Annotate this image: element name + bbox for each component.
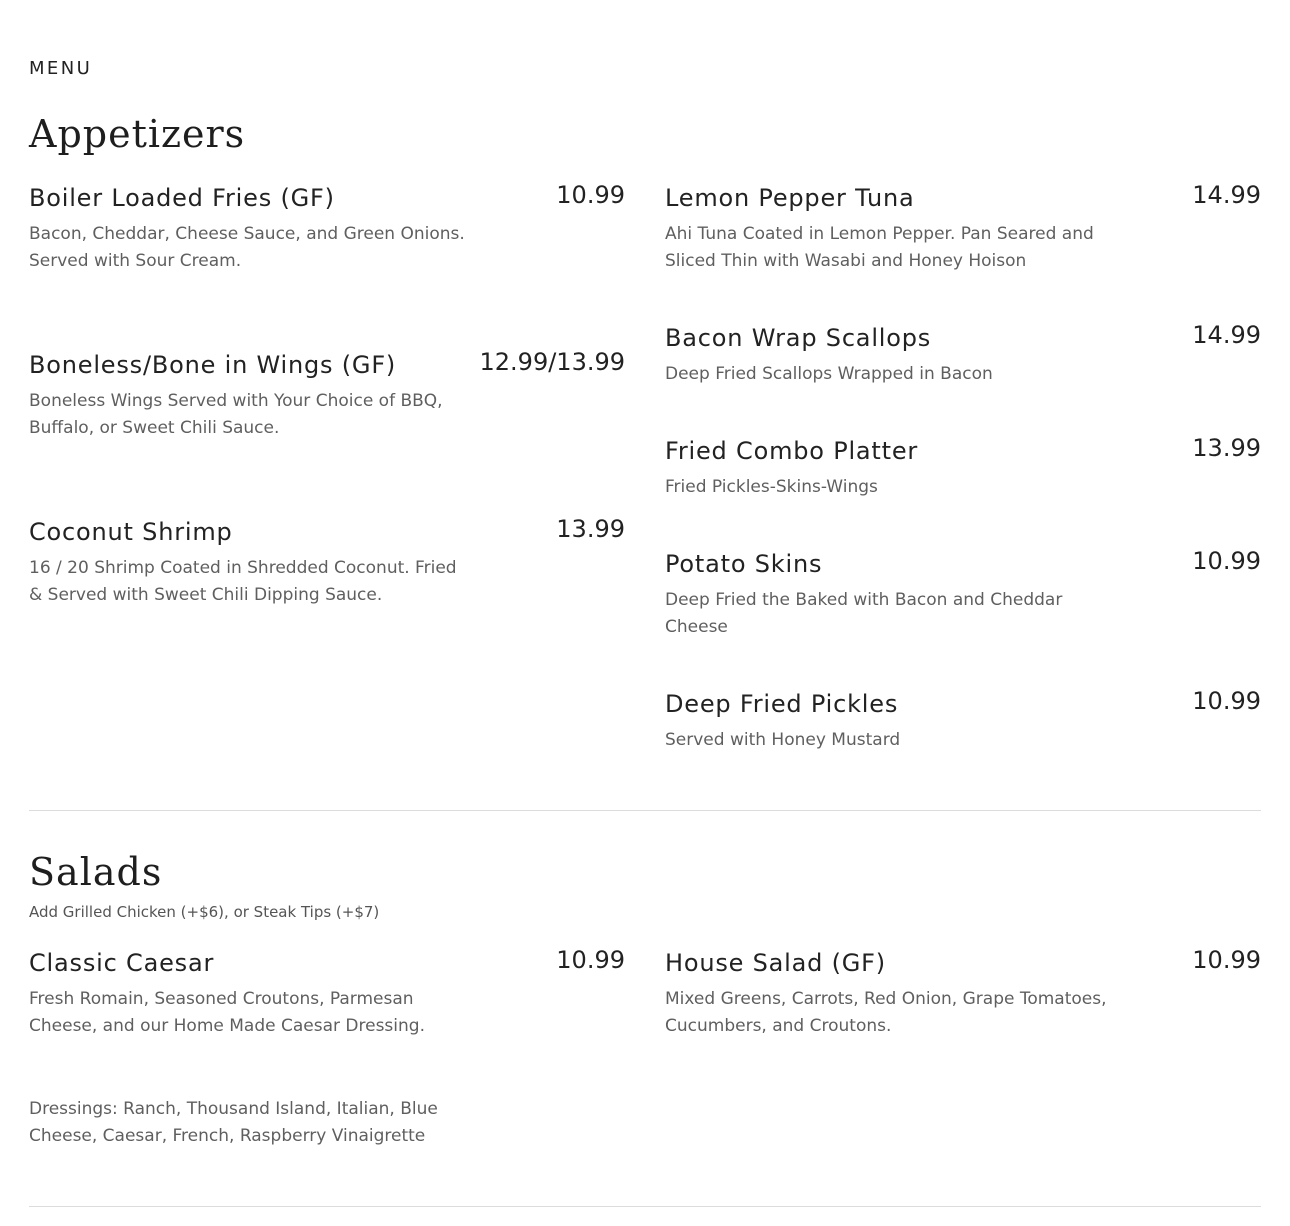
item-description: Fresh Romain, Seasoned Croutons, Parmesan Cheese, and our Home Made Caesar Dressing. <box>29 989 425 1036</box>
item-price: 10.99 <box>1192 687 1261 715</box>
appetizers-heading: Appetizers <box>29 112 246 156</box>
item-name: Potato Skins <box>665 550 823 578</box>
item-price: 10.99 <box>556 946 625 974</box>
item-price: 10.99 <box>1192 946 1261 974</box>
section-divider <box>29 810 1261 811</box>
salads-note: Add Grilled Chicken (+$6), or Steak Tips (+$7) <box>29 903 380 921</box>
item-name: Bacon Wrap Scallops <box>665 324 932 352</box>
item-price: 14.99 <box>1192 181 1261 209</box>
menu-label: MENU <box>29 58 93 79</box>
item-description: Deep Fried Scallops Wrapped in Bacon <box>665 364 993 384</box>
dressings-note: Dressings: Ranch, Thousand Island, Italian, Blue Cheese, Caesar, French, Raspberry Vinaigrette <box>29 1099 438 1146</box>
section-divider <box>29 1206 1261 1207</box>
item-price: 12.99/13.99 <box>479 348 625 376</box>
item-description: Ahi Tuna Coated in Lemon Pepper. Pan Seared and Sliced Thin with Wasabi and Honey Hoison <box>665 224 1094 271</box>
item-description: Deep Fried the Baked with Bacon and Cheddar Cheese <box>665 590 1063 637</box>
item-description: Boneless Wings Served with Your Choice of BBQ, Buffalo, or Sweet Chili Sauce. <box>29 391 443 438</box>
item-price: 10.99 <box>556 181 625 209</box>
item-price: 14.99 <box>1192 321 1261 349</box>
item-description: Mixed Greens, Carrots, Red Onion, Grape Tomatoes, Cucumbers, and Croutons. <box>665 989 1107 1036</box>
item-name: Deep Fried Pickles <box>665 690 899 718</box>
item-description: Served with Honey Mustard <box>665 730 901 750</box>
item-price: 10.99 <box>1192 547 1261 575</box>
item-description: 16 / 20 Shrimp Coated in Shredded Coconut. Fried & Served with Sweet Chili Dipping Sauce. <box>29 558 457 605</box>
item-name: Lemon Pepper Tuna <box>665 184 915 212</box>
item-price: 13.99 <box>1192 434 1261 462</box>
item-description: Fried Pickles-Skins-Wings <box>665 477 878 497</box>
item-price: 13.99 <box>556 515 625 543</box>
item-name: Coconut Shrimp <box>29 518 233 546</box>
item-name: Classic Caesar <box>29 949 215 977</box>
item-name: Boneless/Bone in Wings (GF) <box>29 351 397 379</box>
item-name: House Salad (GF) <box>665 949 886 977</box>
salads-heading: Salads <box>29 850 163 894</box>
item-name: Boiler Loaded Fries (GF) <box>29 184 335 212</box>
item-description: Bacon, Cheddar, Cheese Sauce, and Green Onions. Served with Sour Cream. <box>29 224 465 271</box>
item-name: Fried Combo Platter <box>665 437 919 465</box>
